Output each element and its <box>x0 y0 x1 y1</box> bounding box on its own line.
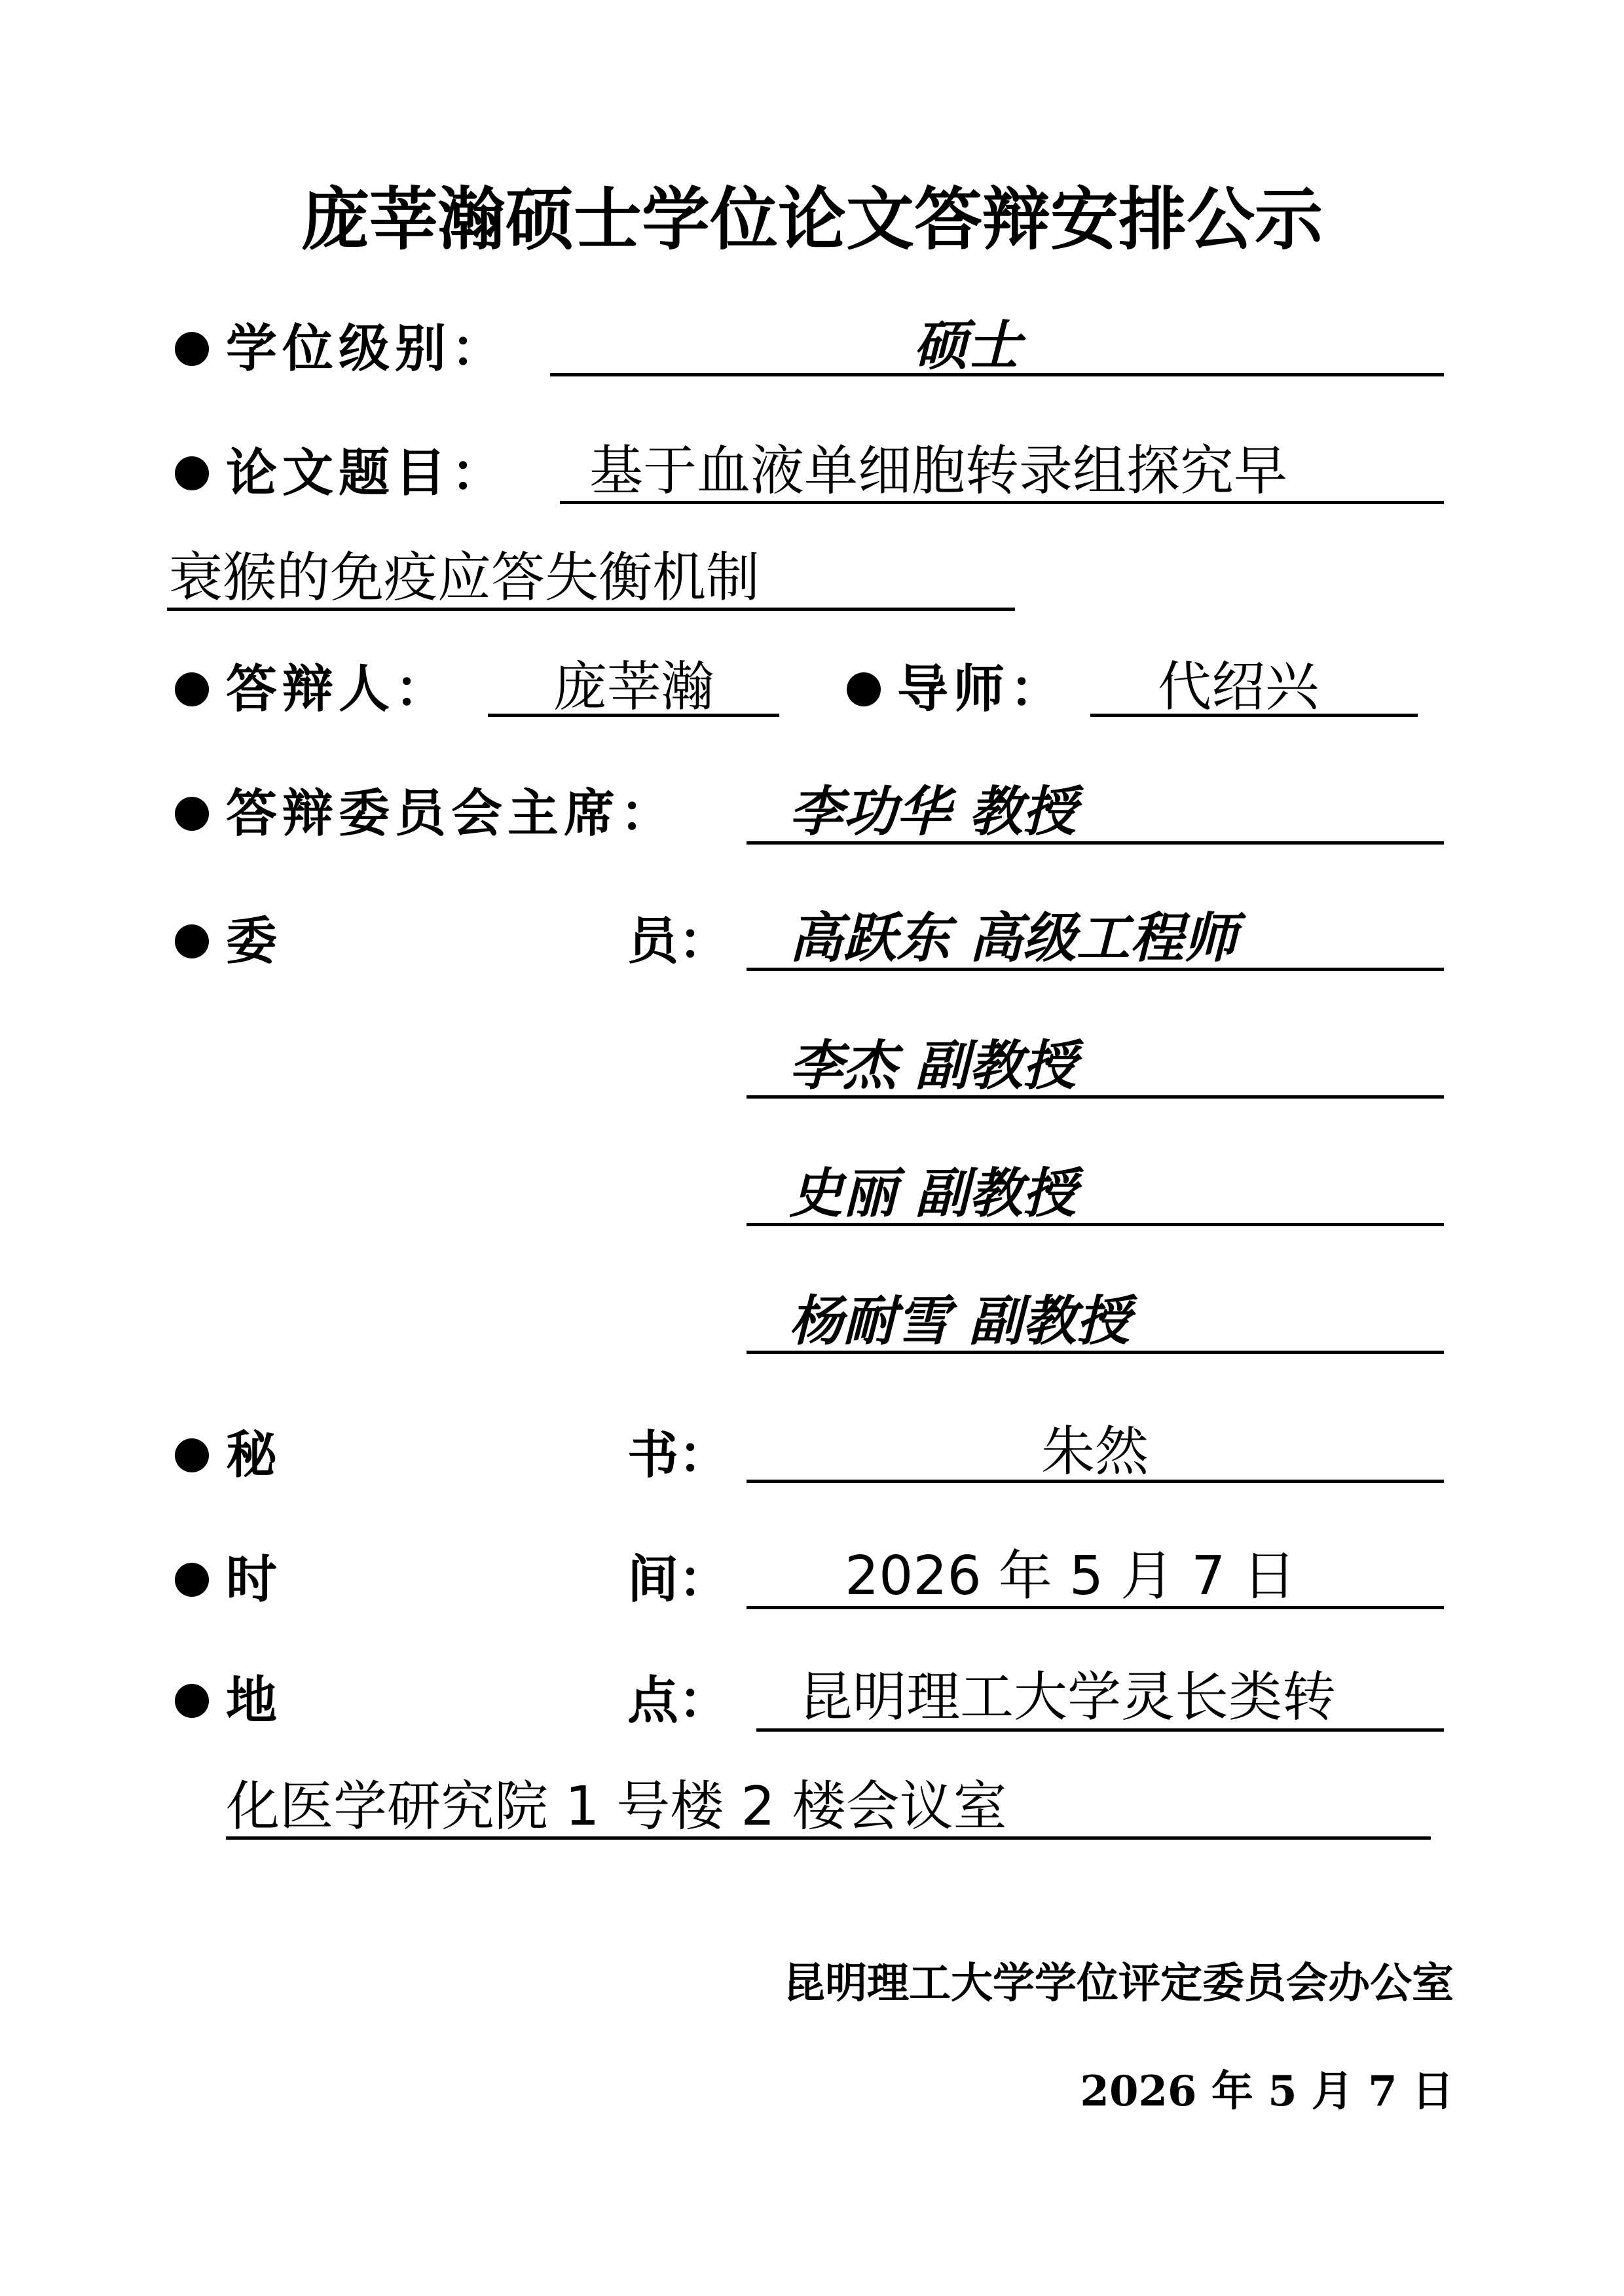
member-value: 杨耐雪 副教授 <box>789 1290 1130 1353</box>
bullet-icon <box>175 1438 209 1472</box>
defender-label: 答辩人： <box>226 659 452 719</box>
bullet-icon <box>175 672 209 706</box>
secretary-label-left: 秘 <box>226 1425 278 1485</box>
supervisor-label: 导师： <box>897 659 1067 719</box>
defender-value: 庞莘瀚 <box>553 656 715 718</box>
members-label-right: 员： <box>627 911 730 971</box>
supervisor-value: 代绍兴 <box>1158 656 1320 718</box>
member-value: 高跃东 高级工程师 <box>789 907 1238 970</box>
location-label-left: 地 <box>226 1671 278 1730</box>
chair-value: 李功华 教授 <box>789 780 1077 843</box>
page-title: 庞莘瀚硕士学位论文答辩安排公示 <box>301 179 1323 259</box>
degree-level-value: 硕士 <box>913 314 1021 377</box>
location-value-line1: 昆明理工大学灵长类转 <box>799 1666 1337 1728</box>
chair-label: 答辩委员会主席： <box>226 784 677 843</box>
bullet-icon <box>175 924 209 958</box>
location-label-right: 点： <box>627 1671 730 1730</box>
bullet-icon <box>175 332 209 366</box>
bullet-icon <box>175 1684 209 1718</box>
time-value: 2026 年 5 月 7 日 <box>845 1545 1297 1607</box>
issuing-office: 昆明理工大学学位评定委员会办公室 <box>783 1959 1454 2008</box>
time-label-right: 间： <box>627 1550 730 1609</box>
time-label-left: 时 <box>226 1550 278 1609</box>
members-label-left: 委 <box>226 911 278 971</box>
issue-date: 2026 年 5 月 7 日 <box>1080 2067 1454 2116</box>
member-value: 李杰 副教授 <box>789 1034 1077 1097</box>
thesis-title-value-line2: 衰猴的免疫应答失衡机制 <box>169 547 760 609</box>
secretary-value: 朱然 <box>1041 1421 1149 1483</box>
degree-level-label: 学位级别： <box>226 319 508 378</box>
location-value-line2: 化医学研究院 1 号楼 2 楼会议室 <box>226 1776 1007 1838</box>
bullet-icon <box>175 1563 209 1597</box>
secretary-label-right: 书： <box>627 1425 730 1485</box>
bullet-icon <box>847 672 881 706</box>
bullet-icon <box>175 456 209 490</box>
member-value: 史丽 副教授 <box>789 1162 1077 1225</box>
bullet-icon <box>175 797 209 831</box>
thesis-title-value-line1: 基于血液单细胞转录组探究早 <box>589 440 1288 502</box>
thesis-title-label: 论文题目： <box>226 443 508 503</box>
